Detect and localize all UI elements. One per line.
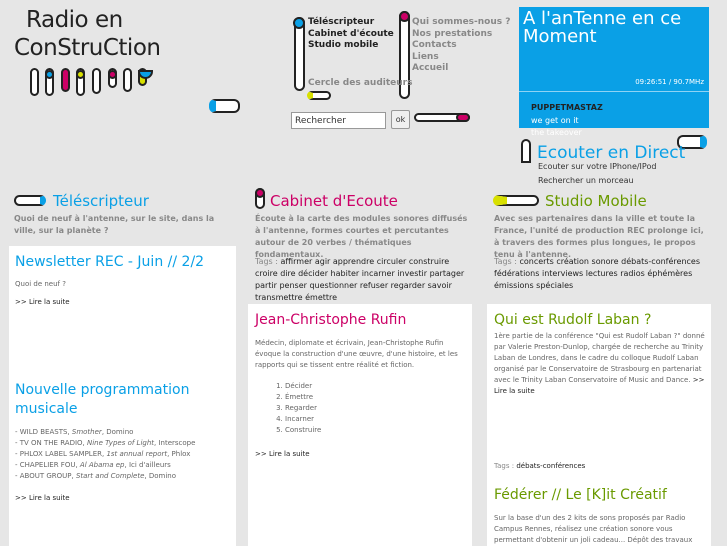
col1-article2-list (15, 427, 195, 482)
onair-divider (519, 91, 709, 92)
nav-liens[interactable]: Liens (412, 51, 439, 62)
search-input[interactable] (291, 112, 386, 129)
col3-tags-list[interactable]: concerts création sonore débats-conférences fédérations interviews lectures radios éphémères émissions spéciales (494, 257, 700, 290)
live-search-track-link[interactable]: Rechercher un morceau (538, 176, 634, 185)
nav-studio-mobile[interactable]: Studio mobile (308, 40, 379, 50)
list-item: - CHAPELIER FOU, Al Abama ep, Ici d'ailleurs (15, 461, 171, 469)
onair-line-1: we get on it (531, 116, 579, 125)
col3-article1-body: 1ère partie de la conférence "Qui est Rudolf Laban ?" donné par Valerie Preston-Dunlop, chargée de recherche au Trinity Laban de Londres, dans le cadre du colloque Rudolf Laban organisé par le Conservatoire de Strasbourg en partenariat avec le Trinity Laban Conservatoire of Music and Dance. >> Lire la suite (494, 332, 705, 395)
col3-article2-title[interactable]: Fédérer // Le [K]it Créatif (494, 487, 667, 503)
col2-article-list (255, 381, 321, 436)
col3-article1-tags-label: Tags : (494, 462, 517, 470)
list-item[interactable]: 2. Émettre (285, 392, 321, 403)
onair-show[interactable]: PUPPETMASTAZ (531, 103, 603, 112)
col2-article-body: Médecin, diplomate et écrivain, Jean-Christophe Rufin évoque la construction d'une œuvre, d'une histoire, et les rapports qui se tissent entre réalité et fiction. (255, 339, 458, 369)
nav-cercle-auditeurs[interactable]: Cercle des auditeurs (308, 78, 413, 88)
col2-heading[interactable]: Cabinet d'Ecoute (270, 192, 398, 210)
site-logo[interactable] (14, 6, 164, 62)
col1-heading[interactable]: Téléscripteur (53, 192, 149, 210)
secondary-nav-dot-icon (399, 11, 410, 22)
onair-time: 09:26:51 / 90.7MHz (635, 78, 704, 86)
secondary-nav (412, 17, 510, 75)
list-item[interactable]: 1. Décider (285, 381, 321, 392)
search-ok-button[interactable]: ok (391, 110, 410, 129)
live-title[interactable]: Ecouter en Direct (537, 143, 686, 163)
col1-intro: Quoi de neuf à l'antenne, sur le site, dans la ville, sur la planète ? (14, 214, 215, 235)
col2-tags-list[interactable]: affirmer agir apprendre circuler construire croire dire décider habiter incarner investir partager partir penser questionner refuser regarder savoir transmettre émettre (255, 257, 465, 302)
col3-article1-tag[interactable]: débats-conférences (516, 462, 586, 470)
onair-box (519, 7, 709, 137)
col3-tags-label: Tags : (494, 257, 520, 266)
nav-accueil[interactable]: Accueil (412, 63, 449, 73)
col3-intro: Avec ses partenaires dans la ville et toute la France, l'unité de production REC prolonge ici, à travers des formes plus longues, le propos tenu à l'antenne. (494, 214, 704, 259)
col1-article1-body: Quoi de neuf ? (15, 280, 66, 288)
onair-line-2: the takeover (531, 128, 582, 137)
list-item: - TV ON THE RADIO, Nine Types of Light, Interscope (15, 439, 196, 447)
col2-intro: Écoute à la carte des modules sonores diffusés à l'antenne, formes courtes et percutantes autour de 20 verbes / thématiques fondamentaux. (255, 214, 468, 259)
col2-heading-dot-icon (255, 188, 265, 198)
live-pill-icon (521, 139, 531, 163)
col3-article1-tags (494, 460, 585, 472)
col3-article1-title[interactable]: Qui est Rudolf Laban ? (494, 312, 652, 328)
list-item: - WILD BEASTS, Smother, Domino (15, 428, 134, 436)
list-item[interactable]: 3. Regarder (285, 403, 321, 414)
col3-tags (494, 256, 709, 292)
col1-article2-title[interactable]: Nouvelle programmation musicale (15, 382, 190, 417)
col1-heading-pill-icon (14, 195, 46, 206)
onair-title: A l'anTenne en ce Moment (523, 8, 682, 47)
primary-nav-dot-icon (293, 17, 305, 29)
listeners-pill-icon (307, 91, 331, 100)
logo-line-1: Radio en (26, 7, 123, 33)
col2-tags-label: Tags : (255, 257, 281, 266)
toggle-pill-icon (209, 99, 240, 113)
list-item: - PHLOX LABEL SAMPLER, 1st annual report, Phlox (15, 450, 191, 458)
logo-line-2: ConStruCtion (14, 35, 161, 61)
col3-article2-body: Sur la base d'un des 2 kits de sons proposés par Radio Campus Rennes, réalisez une création sonore vous permettant d'obtenir un joli cadeau... Dépôt des travaux (494, 514, 693, 544)
col2-article-title[interactable]: Jean-Christophe Rufin (255, 312, 407, 328)
list-item[interactable]: 5. Construire (285, 425, 321, 436)
nav-telescripteur[interactable]: Téléscripteur (308, 17, 375, 27)
list-item[interactable]: 4. Incarner (285, 414, 321, 425)
nav-qui-sommes-nous[interactable]: Qui sommes-nous ? (412, 17, 511, 27)
nav-contacts[interactable]: Contacts (412, 40, 457, 50)
nav-cabinet-ecoute[interactable]: Cabinet d'écoute (308, 28, 394, 39)
accent-pill-dot-icon (456, 113, 470, 122)
col3-heading[interactable]: Studio Mobile (545, 192, 647, 210)
nav-prestations[interactable]: Nos prestations (412, 28, 493, 39)
col1-article1-more[interactable]: >> Lire la suite (15, 298, 70, 306)
live-iphone-link[interactable]: Ecouter sur votre IPhone/IPod (538, 162, 657, 171)
col1-article1-title[interactable]: Newsletter REC - Juin // 2/2 (15, 254, 205, 270)
list-item: - ABOUT GROUP, Start and Complete, Domino (15, 472, 177, 480)
primary-nav (308, 17, 394, 52)
col1-article2-more[interactable]: >> Lire la suite (15, 494, 70, 502)
col2-tags (255, 256, 470, 304)
col2-article-more[interactable]: >> Lire la suite (255, 450, 310, 458)
col3-article1-more[interactable]: >> Lire la suite (494, 376, 705, 395)
col3-heading-pill-icon (493, 195, 539, 206)
